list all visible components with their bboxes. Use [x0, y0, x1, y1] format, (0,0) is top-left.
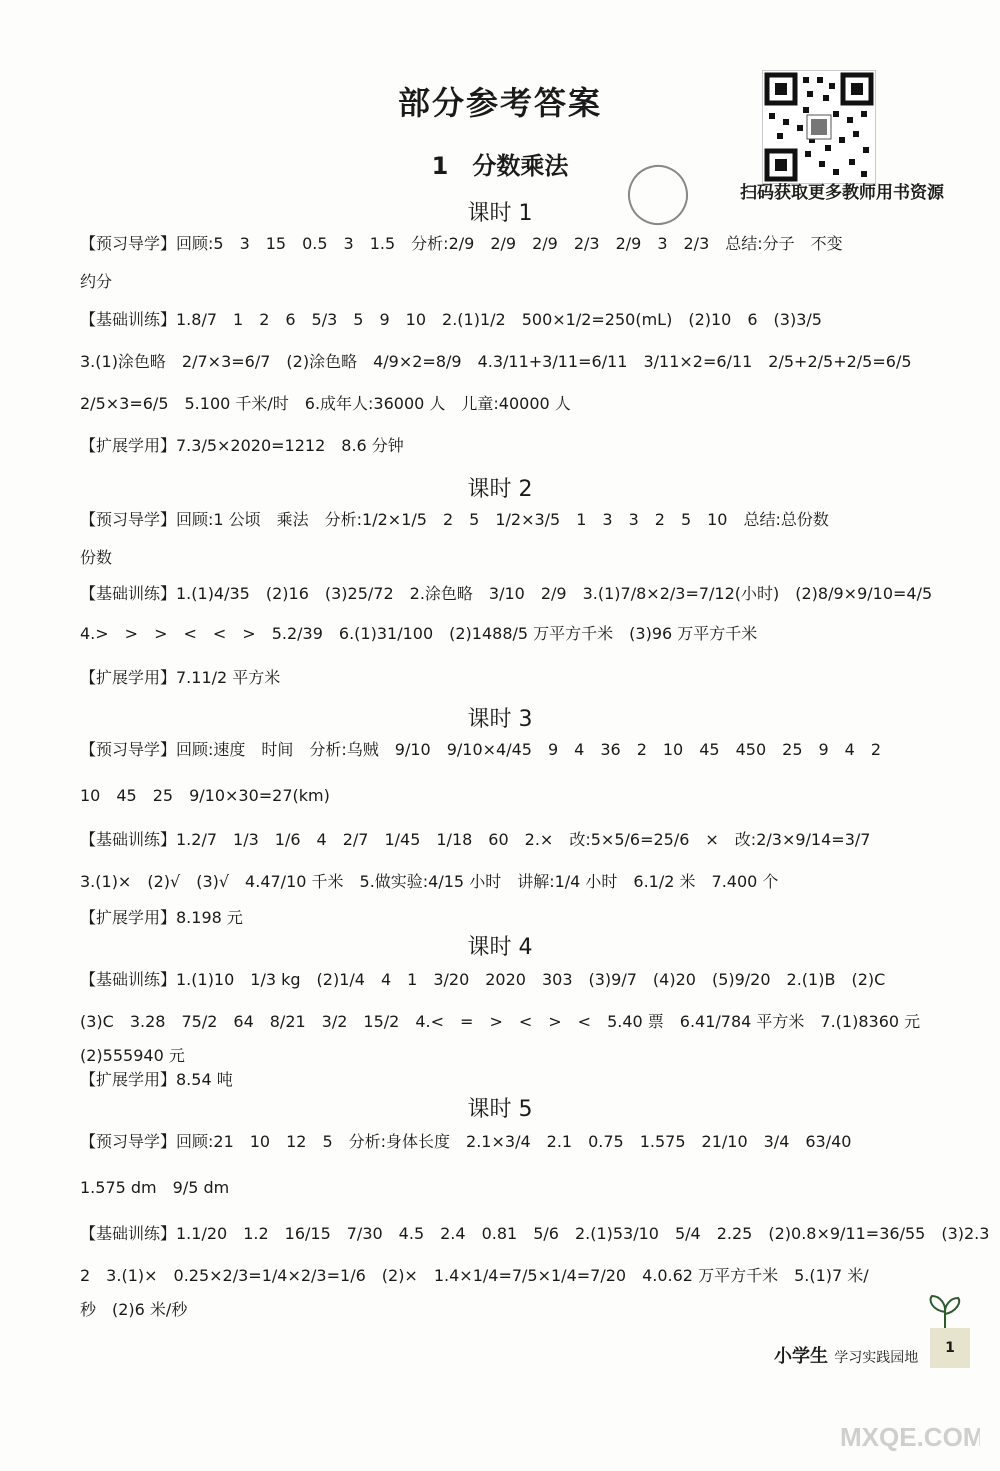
page-title: 部分参考答案 [397, 84, 602, 122]
brand-main: 小学生 [774, 1346, 828, 1367]
chapter-title: 1 分数乘法 [431, 152, 569, 180]
answer-line: (2)555940 元 [80, 1046, 185, 1065]
answer-line: 【基础训练】1.1/20 1.2 16/15 7/30 4.5 2.4 0.81 5/6 2.(1)53/10 5/4 2.25 (2)0.8×9/11=36/55 (3)2.3 [80, 1224, 990, 1243]
watermark-logo [830, 1390, 980, 1464]
lesson-title: 课时 5 [467, 1097, 533, 1122]
answer-line: 3.(1)× (2)√ (3)√ 4.47/10 千米 5.做实验:4/15 小时 讲解:1/4 小时 6.1/2 米 7.400 个 [80, 872, 779, 891]
answer-line: 1.575 dm 9/5 dm [80, 1178, 230, 1197]
qr-code [762, 70, 876, 184]
answer-line: 【扩展学用】7.3/5×2020=1212 8.6 分钟 [80, 436, 404, 455]
answer-line: 4.> > > < < > 5.2/39 6.(1)31/100 (2)1488/5 万平方千米 (3)96 万平方千米 [80, 624, 758, 643]
answer-line: (3)C 3.28 75/2 64 8/21 3/2 15/2 4.< = > < > < 5.40 票 6.41/784 平方米 7.(1)8360 元 [80, 1012, 921, 1031]
answer-line: 秒 (2)6 米/秒 [80, 1300, 188, 1319]
answer-line: 3.(1)涂色略 2/7×3=6/7 (2)涂色略 4/9×2=8/9 4.3/11+3/11=6/11 3/11×2=6/11 2/5+2/5+2/5=6/5 [80, 352, 912, 371]
lesson-title: 课时 1 [467, 201, 533, 226]
page-number: 1 [930, 1328, 970, 1368]
answer-line: 【扩展学用】8.54 吨 [80, 1070, 233, 1089]
qr-code-icon [763, 71, 875, 183]
lesson-title: 课时 3 [467, 707, 533, 732]
answer-line: 2/5×3=6/5 5.100 千米/时 6.成年人:36000 人 儿童:40000 人 [80, 394, 571, 413]
answer-line: 【预习导学】回顾:速度 时间 分析:乌贼 9/10 9/10×4/45 9 4 36 2 10 45 450 25 9 4 2 [80, 740, 882, 759]
answer-line: 【预习导学】回顾:5 3 15 0.5 3 1.5 分析:2/9 2/9 2/9 2/3 2/9 3 2/3 总结:分子 不变 [80, 234, 843, 253]
answer-line: 【扩展学用】7.11/2 平方米 [80, 668, 281, 687]
answer-line: 【预习导学】回顾:1 公顷 乘法 分析:1/2×1/5 2 5 1/2×3/5 1 3 3 2 5 10 总结:总份数 [80, 510, 829, 529]
answer-line: 份数 [80, 548, 113, 567]
answer-line: 【预习导学】回顾:21 10 12 5 分析:身体长度 2.1×3/4 2.1 0.75 1.575 21/10 3/4 63/40 [80, 1132, 852, 1151]
footer-brand [774, 1342, 918, 1368]
answer-line: 【基础训练】1.8/7 1 2 6 5/3 5 9 10 2.(1)1/2 500×1/2=250(mL) (2)10 6 (3)3/5 [80, 310, 822, 329]
lesson-title: 课时 2 [467, 477, 533, 502]
lesson-title: 课时 4 [467, 935, 533, 960]
answer-line: 约分 [80, 272, 113, 291]
answer-line: 【基础训练】1.(1)4/35 (2)16 (3)25/72 2.涂色略 3/10 2/9 3.(1)7/8×2/3=7/12(小时) (2)8/9×9/10=4/5 [80, 584, 933, 603]
brand-sub: 学习实践园地 [834, 1350, 919, 1366]
qr-caption: 扫码获取更多教师用书资源 [740, 183, 944, 203]
watermark-text: MXQE.COM [840, 1422, 980, 1452]
answer-line: 【基础训练】1.(1)10 1/3 kg (2)1/4 4 1 3/20 2020 303 (3)9/7 (4)20 (5)9/20 2.(1)B (2)C [80, 970, 886, 989]
answer-line: 【扩展学用】8.198 元 [80, 908, 243, 927]
answer-line: 【基础训练】1.2/7 1/3 1/6 4 2/7 1/45 1/18 60 2.× 改:5×5/6=25/6 × 改:2/3×9/14=3/7 [80, 830, 871, 849]
answer-line: 2 3.(1)× 0.25×2/3=1/4×2/3=1/6 (2)× 1.4×1/4=7/5×1/4=7/20 4.0.62 万平方千米 5.(1)7 米/ [80, 1266, 869, 1285]
answer-line: 10 45 25 9/10×30=27(km) [80, 786, 330, 805]
